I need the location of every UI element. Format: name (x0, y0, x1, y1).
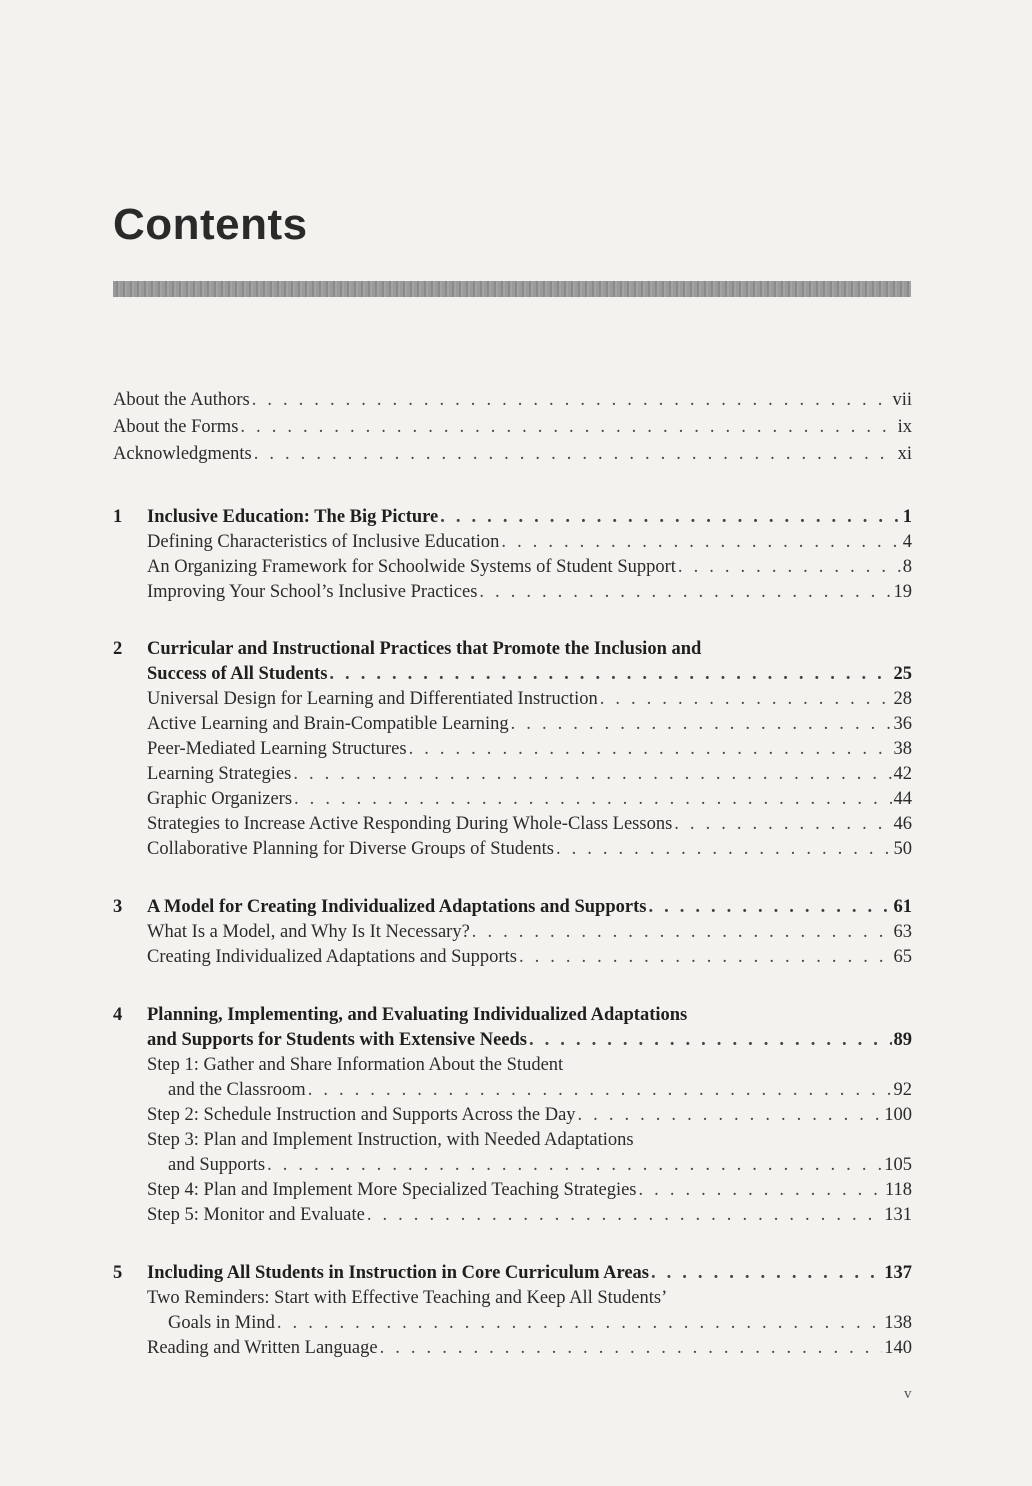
chapter-page: 137 (884, 1263, 912, 1283)
section-entry[interactable]: Strategies to Increase Active Responding During Whole-Class Lessons . . . 46 (113, 812, 912, 837)
section-entry[interactable]: Improving Your School’s Inclusive Practices . . . 19 (113, 580, 912, 605)
chapter-page: 61 (893, 897, 912, 917)
title-rule (113, 281, 911, 297)
toc-entry-about-authors[interactable] (113, 388, 912, 413)
page-title: Contents (113, 200, 308, 249)
section-entry[interactable]: and the Classroom . . . 92 (113, 1078, 912, 1103)
chapter-heading[interactable] (113, 1028, 912, 1053)
chapter-number: 2 (113, 639, 123, 659)
section-entry-lead: Step 1: Gather and Share Information About the Student (147, 1055, 564, 1075)
chapter-heading[interactable] (113, 505, 912, 530)
chapter-page: 1 (902, 507, 912, 527)
section-entry[interactable]: What Is a Model, and Why Is It Necessary? . . . 63 (113, 920, 912, 945)
chapter-number: 1 (113, 507, 123, 527)
section-entry[interactable]: Defining Characteristics of Inclusive Education . . . 4 (113, 530, 912, 555)
section-entry[interactable]: Step 2: Schedule Instruction and Supports Across the Day . . . 100 (113, 1103, 912, 1128)
section-entry[interactable]: Peer-Mediated Learning Structures . . . 38 (113, 737, 912, 762)
chapter-page: 89 (893, 1030, 912, 1050)
chapter-number: 5 (113, 1263, 123, 1283)
section-entry[interactable]: Goals in Mind . . . 138 (113, 1311, 912, 1336)
entry-title: About the Forms (113, 417, 239, 437)
entry-title: Acknowledgments (113, 444, 252, 464)
section-entry-lead: Step 3: Plan and Implement Instruction, with Needed Adaptations (147, 1130, 634, 1150)
section-entry[interactable]: Collaborative Planning for Diverse Groups of Students . . . 50 (113, 837, 912, 862)
toc-entry-acknowledgments[interactable] (113, 442, 912, 467)
chapter-number: 3 (113, 897, 123, 917)
toc-entry-about-forms[interactable] (113, 415, 912, 440)
chapter-title: Inclusive Education: The Big Picture (147, 507, 439, 527)
section-entry[interactable]: Learning Strategies . . . 42 (113, 762, 912, 787)
section-entry[interactable]: Creating Individualized Adaptations and Supports . . . 65 (113, 945, 912, 970)
entry-title: About the Authors (113, 390, 250, 410)
chapter-heading[interactable] (113, 895, 912, 920)
page-number: v (904, 1386, 912, 1402)
section-entry[interactable]: Active Learning and Brain-Compatible Learning . . . 36 (113, 712, 912, 737)
chapter-page: 25 (893, 664, 912, 684)
section-entry[interactable]: Universal Design for Learning and Differentiated Instruction . . . 28 (113, 687, 912, 712)
entry-page: xi (897, 444, 912, 464)
chapter-title-line: Curricular and Instructional Practices that Promote the Inclusion and (147, 639, 702, 659)
chapter-number: 4 (113, 1005, 123, 1025)
section-entry[interactable]: An Organizing Framework for Schoolwide Systems of Student Support . . . 8 (113, 555, 912, 580)
section-entry[interactable]: Step 4: Plan and Implement More Specialized Teaching Strategies . . . 118 (113, 1178, 912, 1203)
entry-page: ix (897, 417, 912, 437)
section-entry[interactable]: Reading and Written Language . . . 140 (113, 1336, 912, 1361)
section-entry[interactable]: Step 5: Monitor and Evaluate . . . 131 (113, 1203, 912, 1228)
chapter-title: Success of All Students (147, 664, 328, 684)
section-entry[interactable]: and Supports . . . 105 (113, 1153, 912, 1178)
entry-page: vii (892, 390, 912, 410)
chapter-title: and Supports for Students with Extensive Needs (147, 1030, 527, 1050)
chapter-heading[interactable] (113, 1261, 912, 1286)
chapter-title-line: Planning, Implementing, and Evaluating Individualized Adaptations (147, 1005, 688, 1025)
chapter-title: A Model for Creating Individualized Adaptations and Supports (147, 897, 647, 917)
section-entry-lead: Two Reminders: Start with Effective Teaching and Keep All Students’ (147, 1288, 668, 1308)
chapter-heading[interactable] (113, 662, 912, 687)
chapter-title: Including All Students in Instruction in Core Curriculum Areas (147, 1263, 649, 1283)
section-entry[interactable]: Graphic Organizers . . . 44 (113, 787, 912, 812)
